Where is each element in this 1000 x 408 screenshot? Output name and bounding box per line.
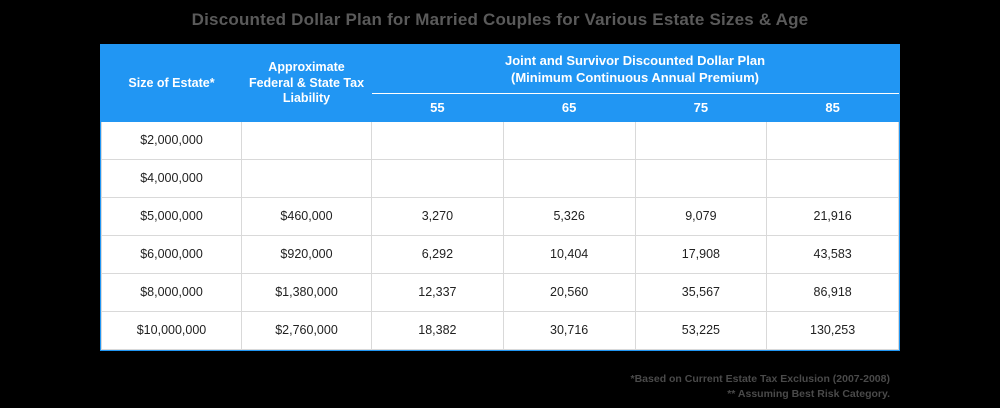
cell-tax-liability (242, 121, 372, 159)
cell-estate-size: $5,000,000 (102, 197, 242, 235)
estate-plan-table (101, 45, 899, 350)
cell-premium-age-85: 21,916 (767, 197, 899, 235)
cell-premium-age-55 (372, 159, 504, 197)
cell-premium-age-85 (767, 159, 899, 197)
column-group-header-discounted-dollar-plan (372, 46, 899, 94)
table-row (102, 235, 899, 273)
cell-premium-age-85 (767, 121, 899, 159)
cell-premium-age-75: 35,567 (635, 273, 767, 311)
cell-premium-age-75 (635, 121, 767, 159)
cell-premium-age-85: 43,583 (767, 235, 899, 273)
cell-tax-liability: $460,000 (242, 197, 372, 235)
cell-tax-liability: $1,380,000 (242, 273, 372, 311)
estate-plan-table-container (100, 44, 900, 351)
cell-estate-size: $4,000,000 (102, 159, 242, 197)
cell-premium-age-85: 86,918 (767, 273, 899, 311)
cell-premium-age-75: 9,079 (635, 197, 767, 235)
column-header-age-75: 75 (635, 93, 767, 121)
cell-premium-age-75: 53,225 (635, 311, 767, 349)
plan-header-line-2: (Minimum Continuous Annual Premium) (511, 69, 759, 85)
cell-premium-age-65: 10,404 (503, 235, 635, 273)
column-header-size-of-estate: Size of Estate* (102, 46, 242, 122)
cell-premium-age-65: 5,326 (503, 197, 635, 235)
table-header (102, 46, 899, 122)
plan-header-line-1: Joint and Survivor Discounted Dollar Plan (504, 53, 766, 68)
cell-premium-age-55 (372, 121, 504, 159)
column-header-age-85: 85 (767, 93, 899, 121)
cell-premium-age-65 (503, 121, 635, 159)
footnote-risk-category: ** Assuming Best Risk Category. (727, 388, 890, 401)
cell-tax-liability: $920,000 (242, 235, 372, 273)
cell-estate-size: $6,000,000 (102, 235, 242, 273)
cell-premium-age-55: 6,292 (372, 235, 504, 273)
cell-premium-age-85: 130,253 (767, 311, 899, 349)
cell-premium-age-55: 12,337 (372, 273, 504, 311)
cell-estate-size: $10,000,000 (102, 311, 242, 349)
cell-premium-age-65: 30,716 (503, 311, 635, 349)
table-row (102, 273, 899, 311)
table-body (102, 121, 899, 349)
cell-tax-liability: $2,760,000 (242, 311, 372, 349)
cell-premium-age-75 (635, 159, 767, 197)
cell-premium-age-55: 18,382 (372, 311, 504, 349)
footnotes (0, 372, 890, 402)
table-row (102, 121, 899, 159)
column-header-tax-liability-text: Approximate Federal & State Tax Liability (248, 59, 365, 106)
cell-premium-age-75: 17,908 (635, 235, 767, 273)
cell-tax-liability (242, 159, 372, 197)
column-header-age-55: 55 (372, 93, 504, 121)
cell-estate-size: $2,000,000 (102, 121, 242, 159)
table-row (102, 311, 899, 349)
footnote-estate-tax-exclusion: *Based on Current Estate Tax Exclusion (2007-2008) (630, 373, 890, 385)
cell-premium-age-65 (503, 159, 635, 197)
page-title: Discounted Dollar Plan for Married Couples for Various Estate Sizes & Age (191, 10, 809, 29)
cell-estate-size: $8,000,000 (102, 273, 242, 311)
cell-premium-age-55: 3,270 (372, 197, 504, 235)
cell-premium-age-65: 20,560 (503, 273, 635, 311)
table-row (102, 159, 899, 197)
column-header-tax-liability (242, 46, 372, 122)
table-header-row-top (102, 46, 899, 94)
table-row (102, 197, 899, 235)
column-header-age-65: 65 (503, 93, 635, 121)
